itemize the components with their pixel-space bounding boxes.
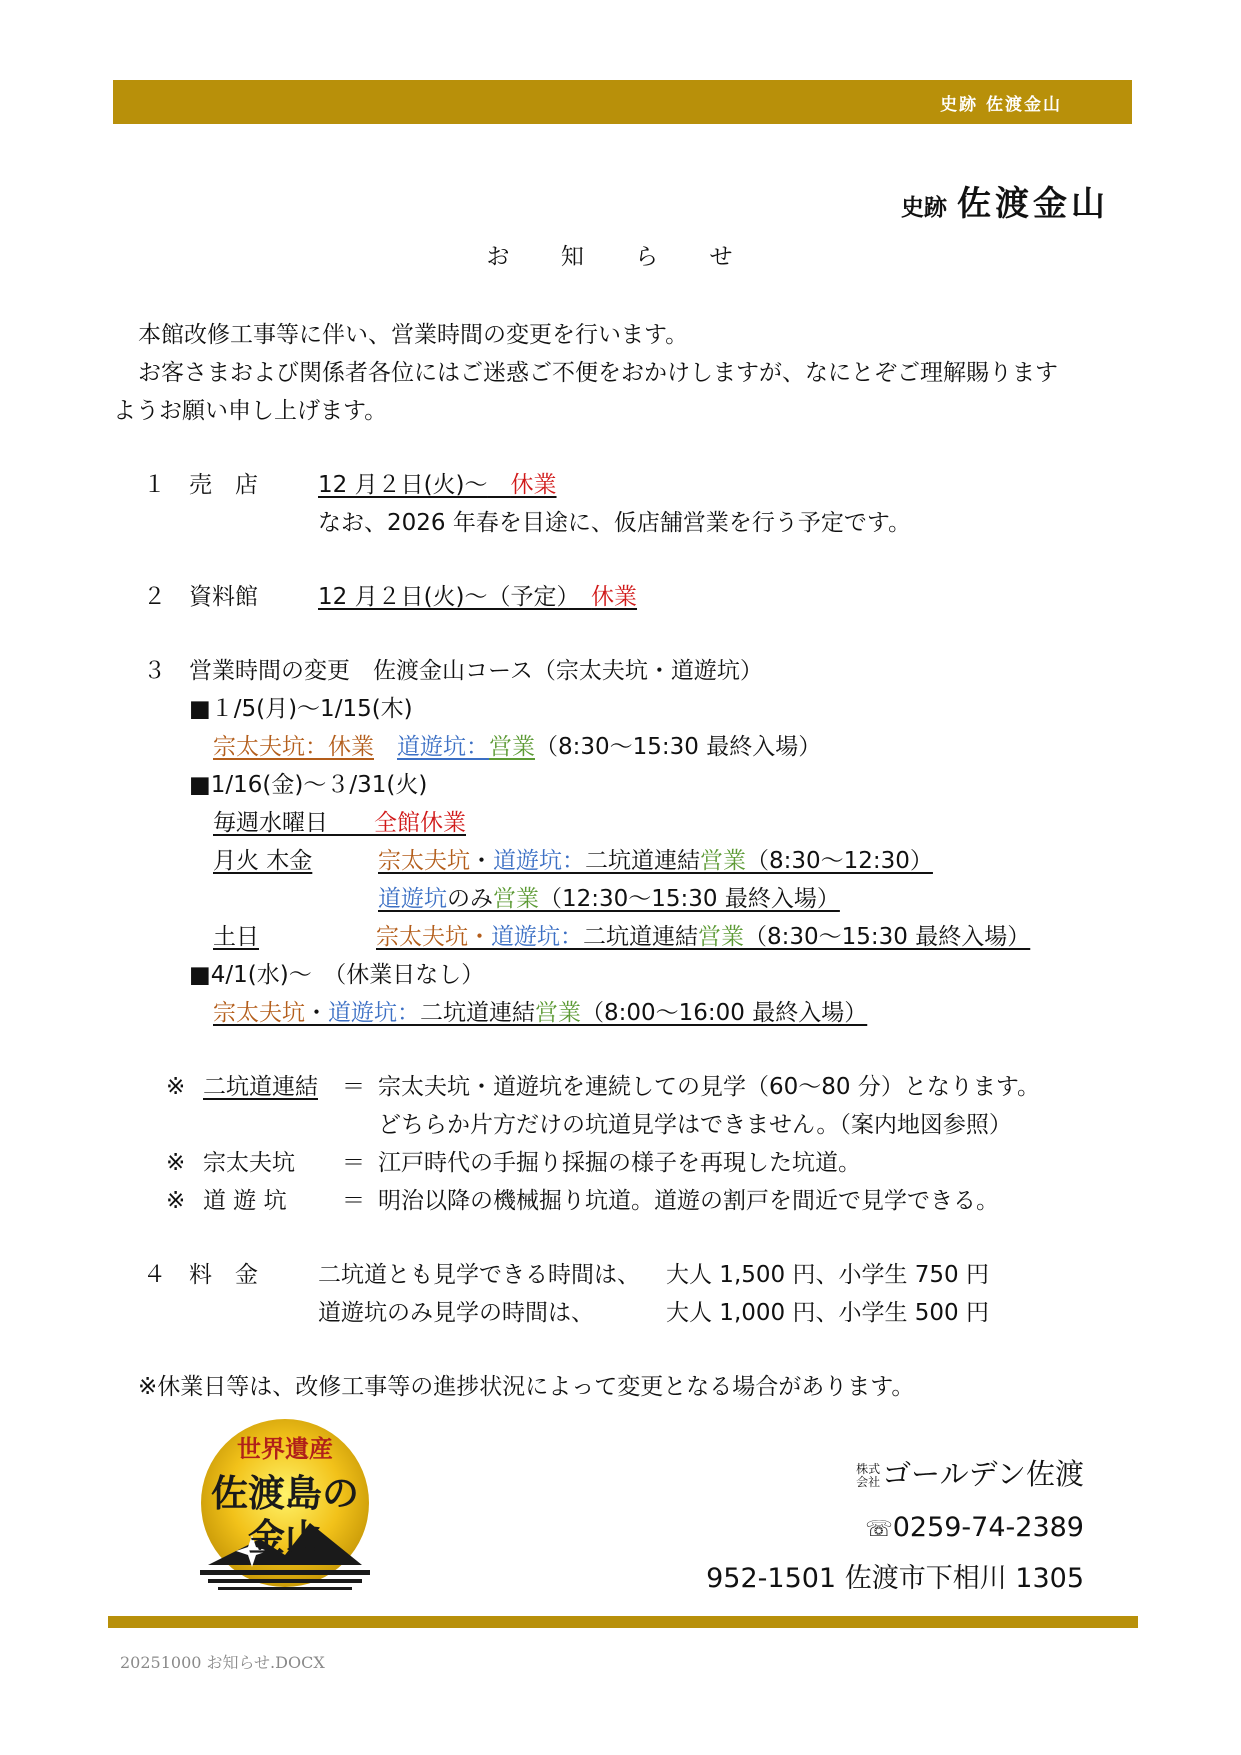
weekend-soutayu: 宗太夫坑・ (376, 924, 491, 950)
weekday-hours: （8:30～12:30） (746, 848, 933, 874)
note-2-desc: 江戸時代の手掘り採掘の様子を再現した坑道。 (378, 1150, 861, 1176)
logo-line-1: 世界遺産 (237, 1434, 333, 1463)
weekday-doyu-only: 道遊坑 (378, 886, 447, 912)
weekday-doyu: 道遊坑： (493, 848, 585, 874)
note-3-desc: 明治以降の機械掘り坑道。道遊の割戸を間近で見学できる。 (378, 1188, 999, 1214)
intro-line-3: ようお願い申し上げます。 (113, 398, 388, 424)
note-1-desc: 宗太夫坑・道遊坑を連続しての見学（60～80 分）となります。 (378, 1074, 1041, 1100)
company-name-text: ゴールデン佐渡 (882, 1457, 1084, 1491)
note-1-eq: ＝ (342, 1074, 365, 1100)
period-1-hours: （8:30～15:30 最終入場） (535, 734, 822, 760)
company-kk-bottom: 会社 (856, 1475, 881, 1489)
section-4-number: ４ (143, 1262, 166, 1288)
header-bar-title: 史跡 佐渡金山 (940, 95, 1062, 115)
note-1-mark: ※ (166, 1074, 186, 1100)
logo-line-3: 金山 (248, 1515, 322, 1559)
brand-big: 佐渡金山 (957, 184, 1109, 224)
period-2-weekday-row-2 (378, 880, 840, 918)
weekday-soutayu: 宗太夫坑 (378, 848, 470, 874)
period-3-detail (213, 994, 867, 1032)
period-1-open: 営業 (489, 734, 535, 760)
weekend-label: 土日 (213, 924, 259, 950)
weekend-link: 二坑道連結 (583, 924, 698, 950)
period-2-weekday-row-1 (378, 842, 933, 880)
period-2-label: ■1/16(金)～３/31(火) (189, 772, 428, 798)
brand-title (901, 176, 1109, 225)
weekend-hours: （8:30～15:30 最終入場） (744, 924, 1031, 950)
period-2-wed-row (213, 804, 466, 842)
period-1-detail (213, 728, 821, 766)
note-1-term: 二坑道連結 (203, 1074, 318, 1100)
period-3-label: ■4/1(水)～ （休業日なし） (189, 962, 485, 988)
company-kabushiki (856, 1463, 880, 1489)
company-phone-number: 0259-74-2389 (892, 1512, 1084, 1543)
intro-line-2: お客さまおよび関係者各位にはご迷惑ご不便をおかけしますが、なにとぞご理解賜ります (138, 360, 1058, 386)
weekend-open: 営業 (698, 924, 744, 950)
section-1-date: 12 月２日(火)～ (318, 472, 488, 498)
period-3-open: 営業 (535, 1000, 581, 1026)
note-3-mark: ※ (166, 1188, 186, 1214)
period-3-soutayu: 宗太夫坑 (213, 1000, 305, 1026)
section-2-status: 休業 (591, 584, 638, 610)
period-3-hours: （8:00～16:00 最終入場） (581, 1000, 868, 1026)
telephone-icon: ☏ (865, 1517, 893, 1542)
section-1-number: １ (143, 472, 166, 498)
weekday-open-2: 営業 (493, 886, 539, 912)
period-3-doyu: 道遊坑： (328, 1000, 420, 1026)
page-title: お 知 ら せ (486, 244, 755, 270)
weekday-open: 営業 (700, 848, 746, 874)
company-kk-top: 株式 (856, 1462, 881, 1476)
period-2-wed: 毎週水曜日 (213, 810, 328, 836)
section-1-note: なお、2026 年春を目途に、仮店舗営業を行う予定です。 (318, 510, 912, 536)
header-bar (113, 80, 1132, 124)
note-2-eq: ＝ (342, 1150, 365, 1176)
weekday-only: のみ (447, 886, 493, 912)
weekday-dot: ・ (470, 848, 493, 874)
intro-line-1: 本館改修工事等に伴い、営業時間の変更を行います。 (138, 322, 689, 348)
brand-small: 史跡 (901, 194, 947, 221)
period-3-link: 二坑道連結 (420, 1000, 535, 1026)
note-2-mark: ※ (166, 1150, 186, 1176)
weekday-hours-2: （12:30～15:30 最終入場） (539, 886, 840, 912)
weekday-link: 二坑道連結 (585, 848, 700, 874)
section-1-title: 売 店 (189, 472, 258, 498)
section-3-title: 営業時間の変更 佐渡金山コース（宗太夫坑・道遊坑） (189, 658, 763, 684)
period-1-soutayu: 宗太夫坑：休業 (213, 734, 374, 760)
fee-line-2-price: 大人 1,000 円、小学生 500 円 (666, 1300, 989, 1326)
section-2-title: 資料館 (189, 584, 258, 610)
period-1-doyu: 道遊坑： (397, 734, 489, 760)
period-2-weekend-row (213, 918, 1030, 956)
period-2-weekday-label: 月火 木金 (213, 848, 313, 874)
section-3-number: ３ (143, 658, 166, 684)
weekend-doyu: 道遊坑： (491, 924, 583, 950)
note-3-eq: ＝ (342, 1188, 365, 1214)
note-1-desc-2: どちらか片方だけの坑道見学はできません。（案内地図参照） (378, 1112, 1012, 1138)
note-3-term: 道 遊 坑 (203, 1188, 287, 1214)
period-1-label: ■１/5(月)～1/15(木) (189, 696, 413, 722)
logo-line-2: 佐渡島の (211, 1471, 359, 1515)
fee-line-1-label: 二坑道とも見学できる時間は、 (318, 1262, 640, 1288)
company-name (856, 1452, 1084, 1493)
period-2-wed-status: 全館休業 (374, 810, 466, 836)
section-2-date: 12 月２日(火)～（予定） (318, 584, 569, 610)
section-1-period (318, 466, 557, 504)
section-2-period (318, 578, 637, 616)
section-2-number: ２ (143, 584, 166, 610)
section-1-status: 休業 (510, 472, 557, 498)
closing-note: ※休業日等は、改修工事等の進捗状況によって変更となる場合があります。 (138, 1374, 915, 1400)
world-heritage-logo (190, 1415, 380, 1605)
company-address: 952-1501 佐渡市下相川 1305 (706, 1563, 1084, 1594)
bottom-rule (108, 1616, 1138, 1628)
fee-line-1-price: 大人 1,500 円、小学生 750 円 (666, 1262, 989, 1288)
section-4-title: 料 金 (189, 1262, 258, 1288)
note-2-term: 宗太夫坑 (203, 1150, 295, 1176)
period-3-dot: ・ (305, 1000, 328, 1026)
footer-filename: 20251000 お知らせ.DOCX (120, 1653, 325, 1672)
company-phone (865, 1512, 1084, 1543)
fee-line-2-label: 道遊坑のみ見学の時間は、 (318, 1300, 594, 1326)
